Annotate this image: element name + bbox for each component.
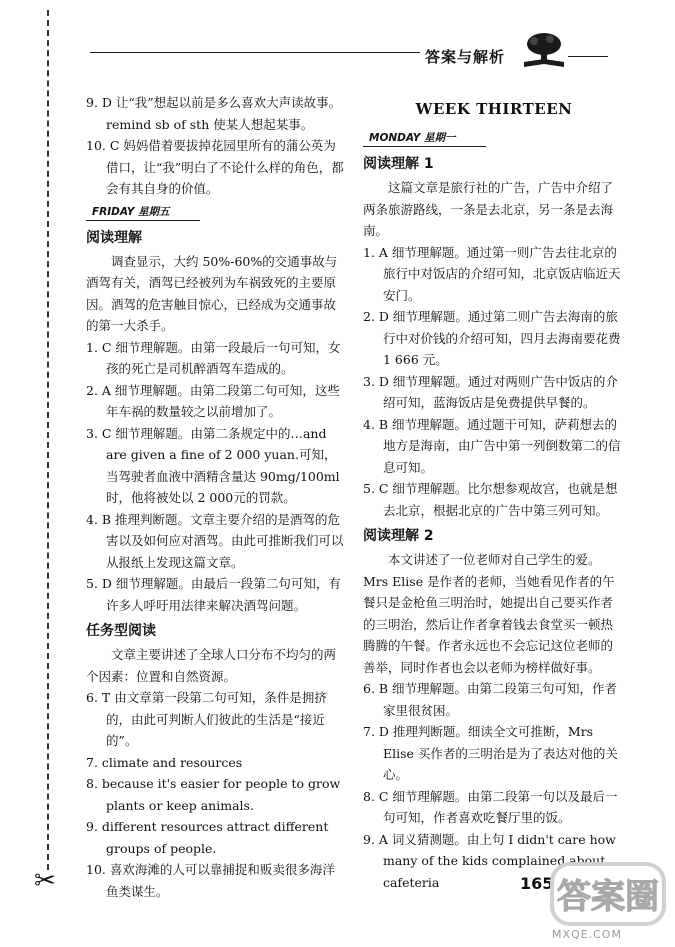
reading-intro: 调查显示，大约 50%-60%的交通事故与酒驾有关，酒驾已经被列为车祸致死的主要原因。酒驾的危害触目惊心，已经成为交通事故的第一大杀手。 bbox=[86, 253, 338, 333]
answer-item: 5. D 细节理解题。由最后一段第二句可知，有许多人呼吁用法律来解决酒驾问题。 bbox=[86, 576, 341, 613]
answer-item: 6. T 由文章第一段第二句可知，条件是拥挤的，由此可判断人们彼此的生活是“接近的”。 bbox=[86, 690, 327, 748]
answer-item: 1. C 细节理解题。由第一段最后一句可知，女孩的死亡是司机醉酒驾车造成的。 bbox=[86, 339, 341, 376]
answer-item: 2. A 细节理解题。由第二段第二句可知，这些年车祸的数量较之以前增加了。 bbox=[86, 382, 340, 419]
friday-tag: FRIDAY 星期五 bbox=[86, 204, 200, 221]
answer-item: 10. C 妈妈借着要拔掉花园里所有的蒲公英为借口，让“我”明白了不论什么样的角色，都会有其自身的价值。 bbox=[86, 138, 344, 196]
answer-item: 6. B 细节理解题。由第二段第三句可知，作者家里很贫困。 bbox=[363, 681, 618, 718]
answer-item: 4. B 推理判断题。文章主要介绍的是酒驾的危害以及如何应对酒驾。由此可推断我们可以从报纸上发现这篇文章。 bbox=[86, 511, 344, 570]
watermark-subtext: MXQE.COM bbox=[552, 928, 622, 941]
answer-item: 8. C 细节理解题。由第二段第一句以及最后一句可知，作者喜欢吃餐厅里的饭。 bbox=[363, 788, 618, 825]
tree-book-logo-icon bbox=[520, 32, 568, 70]
header-rule bbox=[90, 52, 420, 53]
cut-line bbox=[47, 10, 49, 870]
section-title-reading-2: 阅读理解 2 bbox=[363, 528, 434, 544]
watermark-text: 答案圈 bbox=[557, 877, 659, 917]
task-intro: 文章主要讲述了全球人口分布不均匀的两个因素：位置和自然资源。 bbox=[86, 647, 337, 684]
header-rule-right bbox=[568, 56, 608, 57]
answer-item: 9. different resources attract different groups of people. bbox=[86, 819, 329, 856]
left-column bbox=[86, 92, 344, 902]
answer-item: 10. 喜欢海滩的人可以靠捕捉和贩卖很多海洋鱼类谋生。 bbox=[86, 862, 335, 899]
section-title-reading: 阅读理解 bbox=[86, 229, 142, 246]
answer-item: 8. because it's easier for people to grow plants or keep animals. bbox=[86, 776, 341, 813]
reading-2-intro: 本文讲述了一位老师对自己学生的爱。Mrs Elise 是作者的老师，当她看见作者的午餐只是金枪鱼三明治时，她提出自己要买作者的三明治，然后让作者拿着钱去食堂买一顿热腾腾的午餐。作者永远也不会忘记这位老师的善举，同时作者也会以老师为榜样做好事。 bbox=[363, 552, 615, 675]
page-number: 165 bbox=[520, 874, 554, 893]
header-title: 答案与解析 bbox=[425, 48, 506, 66]
scissors-icon: ✂ bbox=[34, 866, 56, 896]
answer-item: 2. D 细节理解题。通过第二则广告去海南的旅行中对价钱的介绍可知，四月去海南要花费 1 666 元。 bbox=[363, 309, 621, 367]
monday-tag: MONDAY 星期一 bbox=[363, 130, 486, 147]
answer-item: 7. climate and resources bbox=[86, 754, 243, 770]
answer-item: 4. B 细节理解题。通过题干可知，萨莉想去的地方是海南，由广告中第一列倒数第二的信息可知。 bbox=[363, 416, 621, 475]
answer-item: 3. D 细节理解题。通过对两则广告中饭店的介绍可知，蓝海饭店是免费提供早餐的。 bbox=[363, 373, 618, 410]
right-column bbox=[363, 92, 625, 893]
answer-item: 3. C 细节理解题。由第二条规定中的…and are given a fine of 2 000 yuan.可知，当驾驶者血液中酒精含量达 90mg/100ml 时，他将被处以 2 000元的罚款。 bbox=[86, 425, 340, 505]
section-title-reading-1: 阅读理解 1 bbox=[363, 156, 434, 172]
answer-item: 5. C 细节理解题。比尔想参观故宫，也就是想去北京，根据北京的广告中第三列可知。 bbox=[363, 481, 618, 518]
answer-item: 9. D 让“我”想起以前是多么喜欢大声读故事。remind sb of sth 使某人想起某事。 bbox=[86, 95, 342, 132]
answer-item: 9. A 词义猜测题。由上句 I didn't care how many of the kids complained about cafeteria bbox=[363, 831, 616, 890]
week-title: WEEK THIRTEEN bbox=[415, 100, 573, 118]
reading-1-intro: 这篇文章是旅行社的广告，广告中介绍了两条旅游路线，一条是去北京，另一条是去海南。 bbox=[363, 180, 614, 238]
watermark-logo bbox=[548, 858, 668, 936]
answer-item: 7. D 推理判断题。细读全文可推断，Mrs Elise 买作者的三明治是为了表达对他的关心。 bbox=[363, 724, 618, 782]
answer-item: 1. A 细节理解题。通过第一则广告去往北京的旅行中对饭店的介绍可知，北京饭店临近天安门。 bbox=[363, 244, 621, 303]
section-title-task: 任务型阅读 bbox=[86, 623, 156, 639]
